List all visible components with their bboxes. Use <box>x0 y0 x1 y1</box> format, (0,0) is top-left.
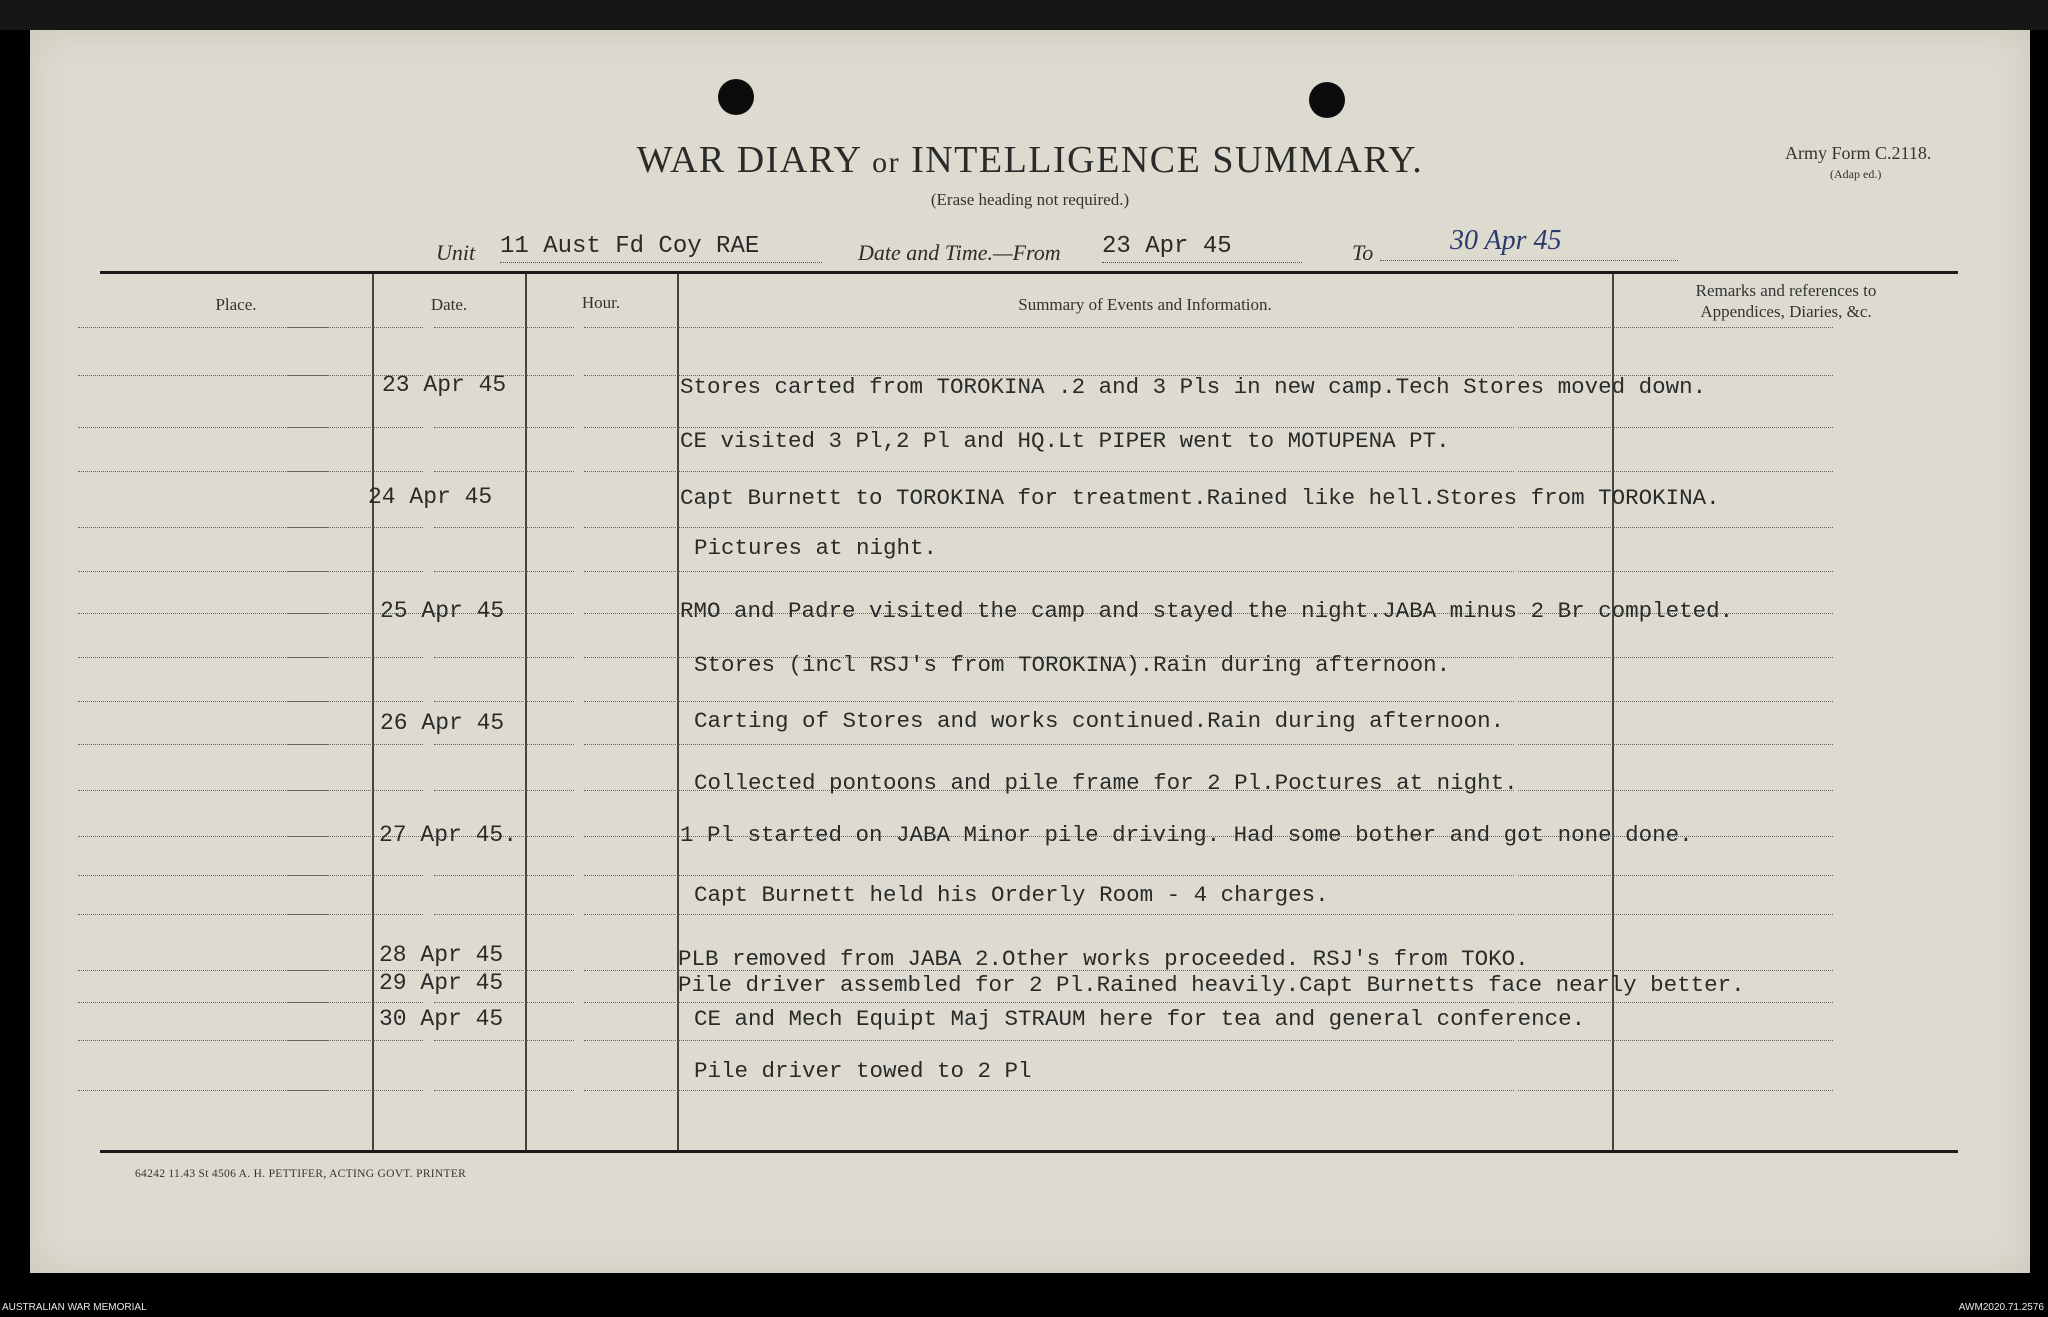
summary-entry: Stores carted from TOROKINA .2 and 3 Pls in new camp.Tech Stores moved down. <box>680 374 1707 400</box>
title-or: or <box>872 146 901 179</box>
dotted-rule <box>584 1002 1514 1003</box>
archive-reference: AWM2020.71.2576 <box>1958 1302 2044 1313</box>
scan-border-bottom <box>0 1273 2048 1317</box>
summary-entry: Capt Burnett held his Orderly Room - 4 charges. <box>694 882 1329 908</box>
date-entry: 23 Apr 45 <box>382 372 507 398</box>
dotted-rule <box>288 790 423 791</box>
dotted-rule <box>288 744 423 745</box>
dotted-rule <box>1518 427 1833 428</box>
column-divider <box>1612 274 1614 1150</box>
dotted-rule <box>1518 327 1833 328</box>
dotted-rule <box>434 1090 574 1091</box>
dotted-rule <box>1518 1090 1833 1091</box>
diary-page <box>30 30 2030 1273</box>
summary-entry: Pile driver assembled for 2 Pl.Rained heavily.Capt Burnetts face nearly better. <box>678 972 1745 998</box>
summary-entry: Carting of Stores and works continued.Rain during afternoon. <box>694 708 1505 734</box>
dotted-rule <box>434 471 574 472</box>
dotted-rule <box>288 571 423 572</box>
dotted-rule <box>584 875 1514 876</box>
title-intelligence-summary: INTELLIGENCE SUMMARY. <box>911 139 1424 181</box>
table-bottom-rule <box>100 1150 1958 1153</box>
dotted-rule <box>434 790 574 791</box>
dotted-rule <box>288 1040 423 1041</box>
punch-hole-right <box>1309 82 1345 118</box>
summary-entry: CE visited 3 Pl,2 Pl and HQ.Lt PIPER went to MOTUPENA PT. <box>680 428 1450 454</box>
summary-entry: PLB removed from JABA 2.Other works proceeded. RSJ's from TOKO. <box>678 946 1529 972</box>
dotted-rule <box>584 571 1514 572</box>
dotted-rule <box>584 914 1514 915</box>
dotted-rule <box>288 327 423 328</box>
page-title <box>30 138 2030 182</box>
dotted-rule <box>1518 790 1833 791</box>
summary-entry: Pile driver towed to 2 Pl <box>694 1058 1032 1084</box>
form-number: Army Form C.2118. <box>1785 143 1932 163</box>
dotted-rule <box>288 427 423 428</box>
dotted-rule <box>288 471 423 472</box>
column-divider <box>677 274 679 1150</box>
dotted-rule <box>584 744 1514 745</box>
dotted-rule <box>288 701 423 702</box>
dotted-rule <box>434 327 574 328</box>
column-divider <box>372 274 374 1150</box>
date-entry: 24 Apr 45 <box>368 484 493 510</box>
date-to-handwritten: 30 Apr 45 <box>1380 226 1678 261</box>
table-top-rule <box>100 271 1958 274</box>
summary-entry: Pictures at night. <box>694 535 938 561</box>
dotted-rule <box>434 427 574 428</box>
dotted-rule <box>288 1090 423 1091</box>
dotted-rule <box>1518 875 1833 876</box>
dotted-rule <box>584 471 1514 472</box>
dotted-rule <box>584 527 1514 528</box>
dotted-rule <box>584 1040 1514 1041</box>
title-war-diary: WAR DIARY <box>636 139 862 181</box>
date-entry: 29 Apr 45 <box>379 970 504 996</box>
dotted-rule <box>1518 1002 1833 1003</box>
remarks-header-line1: Remarks and references to <box>1695 281 1877 300</box>
unit-label: Unit <box>436 240 476 265</box>
summary-entry: Capt Burnett to TOROKINA for treatment.Rained like hell.Stores from TOROKINA. <box>680 485 1720 511</box>
dotted-rule <box>1518 914 1833 915</box>
date-entry: 30 Apr 45 <box>379 1006 504 1032</box>
dotted-rule <box>1518 571 1833 572</box>
dotted-rule <box>584 327 1514 328</box>
unit-value: 11 Aust Fd Coy RAE <box>500 232 822 263</box>
summary-entry: RMO and Padre visited the camp and stayed the night.JABA minus 2 Br completed. <box>680 598 1734 624</box>
page-subtitle: (Erase heading not required.) <box>930 190 1130 209</box>
dotted-rule <box>1518 657 1833 658</box>
to-label: To <box>1352 240 1374 265</box>
column-header-date: Date. <box>430 295 468 314</box>
summary-entry: 1 Pl started on JABA Minor pile driving. Had some bother and got none done. <box>680 822 1693 848</box>
dotted-rule <box>288 875 423 876</box>
dotted-rule <box>434 1040 574 1041</box>
dotted-rule <box>434 875 574 876</box>
remarks-header-line2: Appendices, Diaries, &c. <box>1700 302 1872 321</box>
date-entry: 27 Apr 45. <box>379 822 518 848</box>
dotted-rule <box>584 1090 1514 1091</box>
dotted-rule <box>1518 471 1833 472</box>
form-note: (Adap ed.) <box>1830 167 1882 181</box>
summary-entry: Collected pontoons and pile frame for 2 Pl.Poctures at night. <box>694 770 1518 796</box>
date-entry: 26 Apr 45 <box>380 710 505 736</box>
dotted-rule <box>434 1002 574 1003</box>
column-header-summary: Summary of Events and Information. <box>1018 295 1272 314</box>
dotted-rule <box>434 657 574 658</box>
dotted-rule <box>1518 744 1833 745</box>
date-from-value: 23 Apr 45 <box>1102 232 1302 263</box>
dotted-rule <box>1518 970 1833 971</box>
punch-hole-left <box>718 79 754 115</box>
dotted-rule <box>1518 527 1833 528</box>
dotted-rule <box>434 744 574 745</box>
dotted-rule <box>1518 701 1833 702</box>
date-entry: 25 Apr 45 <box>380 598 505 624</box>
dotted-rule <box>288 1002 423 1003</box>
summary-entry: CE and Mech Equipt Maj STRAUM here for tea and general conference. <box>694 1006 1586 1032</box>
dotted-rule <box>1518 1040 1833 1041</box>
dotted-rule <box>288 914 423 915</box>
dotted-rule <box>434 701 574 702</box>
dotted-rule <box>434 527 574 528</box>
column-header-hour: Hour. <box>581 293 621 312</box>
column-header-remarks <box>1614 280 1958 322</box>
printer-imprint: 64242 11.43 St 4506 A. H. PETTIFER, ACTING GOVT. PRINTER <box>135 1168 467 1180</box>
dotted-rule <box>434 571 574 572</box>
dotted-rule <box>584 701 1514 702</box>
dotted-rule <box>288 527 423 528</box>
dotted-rule <box>288 657 423 658</box>
archive-credit: AUSTRALIAN WAR MEMORIAL <box>2 1302 147 1313</box>
summary-entry: Stores (incl RSJ's from TOROKINA).Rain during afternoon. <box>694 652 1451 678</box>
scan-border-top <box>0 0 2048 30</box>
column-header-place: Place. <box>215 295 257 314</box>
dotted-rule <box>434 914 574 915</box>
date-entry: 28 Apr 45 <box>379 942 504 968</box>
column-divider <box>525 274 527 1150</box>
date-time-label: Date and Time.—From <box>858 240 1061 265</box>
